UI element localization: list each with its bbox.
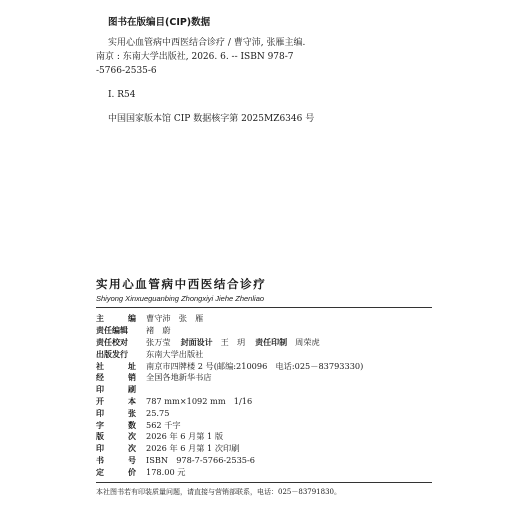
credit-label: 书 号: [96, 455, 136, 465]
credit-row-impression: [96, 443, 432, 455]
credit-label: 印 次: [96, 444, 136, 454]
credit-row-isbn: [96, 455, 432, 467]
book-pinyin-title: Shiyong Xinxueguanbing Zhongxiyi Jiehe Zhenliao: [96, 294, 265, 303]
credit-label: 主 编: [96, 314, 136, 324]
top-divider: [96, 307, 432, 308]
credit-label: 社 址: [96, 361, 136, 371]
credit-label: 出版发行: [96, 349, 128, 359]
credit-row-sheets: [96, 407, 432, 419]
credit-row-publisher: [96, 348, 432, 360]
cip-line-record-number: 中国国家版本馆 CIP 数据核字第 2025MZ6346 号: [108, 114, 315, 124]
credit-label: 印 张: [96, 408, 136, 418]
bottom-divider: [96, 482, 432, 483]
book-title: 实用心血管病中西医结合诊疗: [96, 277, 267, 291]
credit-value: 178.00 元: [146, 466, 186, 477]
cip-line-title: 实用心血管病中西医结合诊疗 / 曹守沛, 张雁主编.: [108, 38, 306, 48]
cip-heading: 图书在版编目(CIP)数据: [108, 17, 211, 28]
credit-value: 曹守沛 张 雁: [146, 313, 204, 324]
credit-label: 责任编辑: [96, 326, 128, 336]
credit-value: 褚 蔚: [146, 325, 171, 336]
credit-row-proof: [96, 337, 432, 349]
credit-value: 562 千字: [146, 419, 181, 430]
credit-value: 张万莹: [146, 336, 171, 347]
credit-row-price: [96, 466, 432, 478]
cip-line-classification: Ⅰ. R54: [108, 90, 136, 100]
credit-row-printing: [96, 384, 432, 396]
credit-label: 印 刷: [96, 385, 136, 395]
credit-row-words: [96, 419, 432, 431]
credit-label-inline: 封面设计: [180, 337, 213, 347]
credit-value: 南京市四牌楼 2 号(邮编:210096 电话:025－83793330): [146, 360, 364, 371]
credit-row-distributor: [96, 372, 432, 384]
credit-value: 周荣虎: [295, 336, 320, 347]
quality-notice: 本社图书若有印装质量问题，请直接与营销部联系，电话：025－83791830。: [96, 488, 341, 497]
credit-row-editor: [96, 313, 432, 325]
credit-value: 25.75: [146, 408, 170, 419]
book-info-block: [96, 276, 432, 497]
credit-label-inline: 责任印制: [255, 337, 288, 347]
credit-label: 开 本: [96, 396, 136, 406]
cip-line-isbn: -5766-2535-6: [96, 66, 157, 76]
credit-row-edition: [96, 431, 432, 443]
credit-row-address: [96, 360, 432, 372]
cip-block: [96, 14, 426, 126]
cip-line-publisher: 南京 : 东南大学出版社, 2026. 6. -- ISBN 978-7: [96, 52, 294, 62]
credit-row-resp-editor: [96, 325, 432, 337]
credit-value: 2026 年 6 月第 1 版: [146, 431, 224, 442]
credit-value: 787 mm×1092 mm 1/16: [146, 395, 253, 406]
credit-row-format: [96, 396, 432, 408]
credit-value: 东南大学出版社: [146, 348, 204, 359]
credit-label: 版 次: [96, 432, 136, 442]
credit-value: 王 玥: [220, 336, 246, 347]
credit-value: 2026 年 6 月第 1 次印刷: [146, 443, 240, 454]
credit-label: 经 销: [96, 373, 136, 383]
credit-label: 字 数: [96, 420, 136, 430]
credits-table: [96, 313, 432, 478]
credit-value: ISBN 978-7-5766-2535-6: [146, 454, 255, 465]
credit-label: 责任校对: [96, 337, 128, 347]
credit-value: 全国各地新华书店: [146, 372, 212, 383]
credit-label: 定 价: [96, 467, 136, 477]
